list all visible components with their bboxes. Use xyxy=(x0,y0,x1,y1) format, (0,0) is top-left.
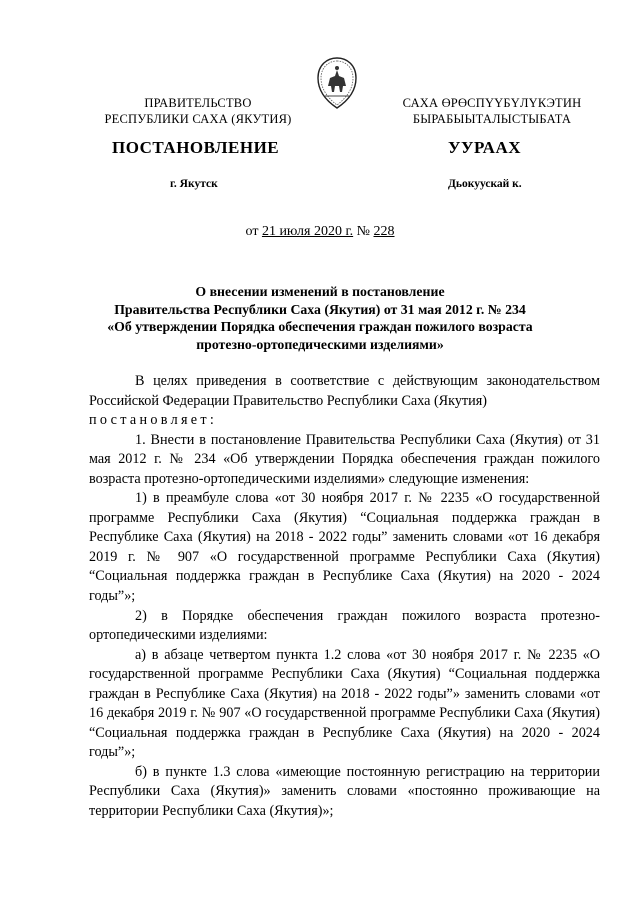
title-line1: О внесении изменений в постановление xyxy=(195,284,445,299)
doc-type-sah: УУРААХ xyxy=(448,138,521,157)
header-left-line1: ПРАВИТЕЛЬСТВО xyxy=(144,96,252,110)
doc-type-ru: ПОСТАНОВЛЕНИЕ xyxy=(112,138,280,157)
body-paragraph-a: а) в абзаце четвертом пункта 1.2 слова «от 30 ноября 2017 г. № 2235 «О государственной программе Республики Саха (Якутия) “Социальная поддержка граждан в Республике Саха (Якутия) на 2018 - 2022 годы”» заменить словами «от 16 декабря 2019 г. № 907 «О государственной программе Республики Саха (Якутия) “Социальная поддержка граждан в Республике Саха (Якутия) на 2020 - 2024 годы”»; xyxy=(89,646,600,761)
title-line4: протезно-ортопедическими изделиями» xyxy=(196,336,444,352)
header-right-block xyxy=(386,95,598,127)
document-body xyxy=(89,372,600,822)
city-ru: г. Якутск xyxy=(170,178,218,190)
number-prefix: № xyxy=(353,224,374,239)
body-paragraph-b: б) в пункте 1.3 слова «имеющие постоянную регистрацию на территории Республики Саха (Якутия)» заменить словами «постоянно проживающие на территории Республики Саха (Якутия)»; xyxy=(89,763,600,820)
body-paragraph-1-2: 2) в Порядке обеспечения граждан пожилого возраста протезно-ортопедическими изделиями: xyxy=(89,607,600,644)
header-right-line1: САХА ӨРӨСПҮҮБҮЛҮКЭТИН xyxy=(402,96,582,110)
date-prefix: от xyxy=(245,224,262,239)
title-line2: Правительства Республики Саха (Якутия) от 31 мая 2012 г. № 234 xyxy=(114,301,526,317)
body-paragraph-1-1: 1) в преамбуле слова «от 30 ноября 2017 г. № 2235 «О государственной программе Республики Саха (Якутия) “Социальная поддержка граждан в Республике Саха (Якутия) на 2018 - 2022 годы” заменить словами «от 16 декабря 2019 г. № 907 «О государственной программе Республики Саха (Якутия) “Социальная поддержка граждан в Республике Саха (Якутия) на 2020 - 2024 годы”»; xyxy=(89,490,600,605)
body-decree-word: постановляет: xyxy=(89,412,218,429)
city-sah: Дьокуускай к. xyxy=(448,178,522,190)
body-paragraph-preamble: В целях приведения в соответствие с действующим законодательством Российской Федерации Правительство Республики Саха (Якутия) xyxy=(89,373,600,409)
document-title xyxy=(88,283,552,353)
header-left-line2: РЕСПУБЛИКИ САХА (ЯКУТИЯ) xyxy=(104,112,292,126)
date-number-line xyxy=(0,224,640,240)
title-line3: «Об утверждении Порядка обеспечения граждан пожилого возраста xyxy=(107,319,533,334)
decree-number: 228 xyxy=(373,224,395,239)
coat-of-arms-emblem xyxy=(315,56,359,110)
header-left-block xyxy=(92,95,304,127)
body-paragraph-1: 1. Внести в постановление Правительства Республики Саха (Якутия) от 31 мая 2012 г. № 234 «Об утверждении Порядка обеспечения граждан пожилого возраста протезно-ортопедическими изделиями» следующие изменения: xyxy=(89,431,600,487)
decree-date: 21 июля 2020 г. xyxy=(261,224,354,239)
header-right-line2: БЫРАБЫЫТАЛЫСТЫБАТА xyxy=(412,112,572,126)
